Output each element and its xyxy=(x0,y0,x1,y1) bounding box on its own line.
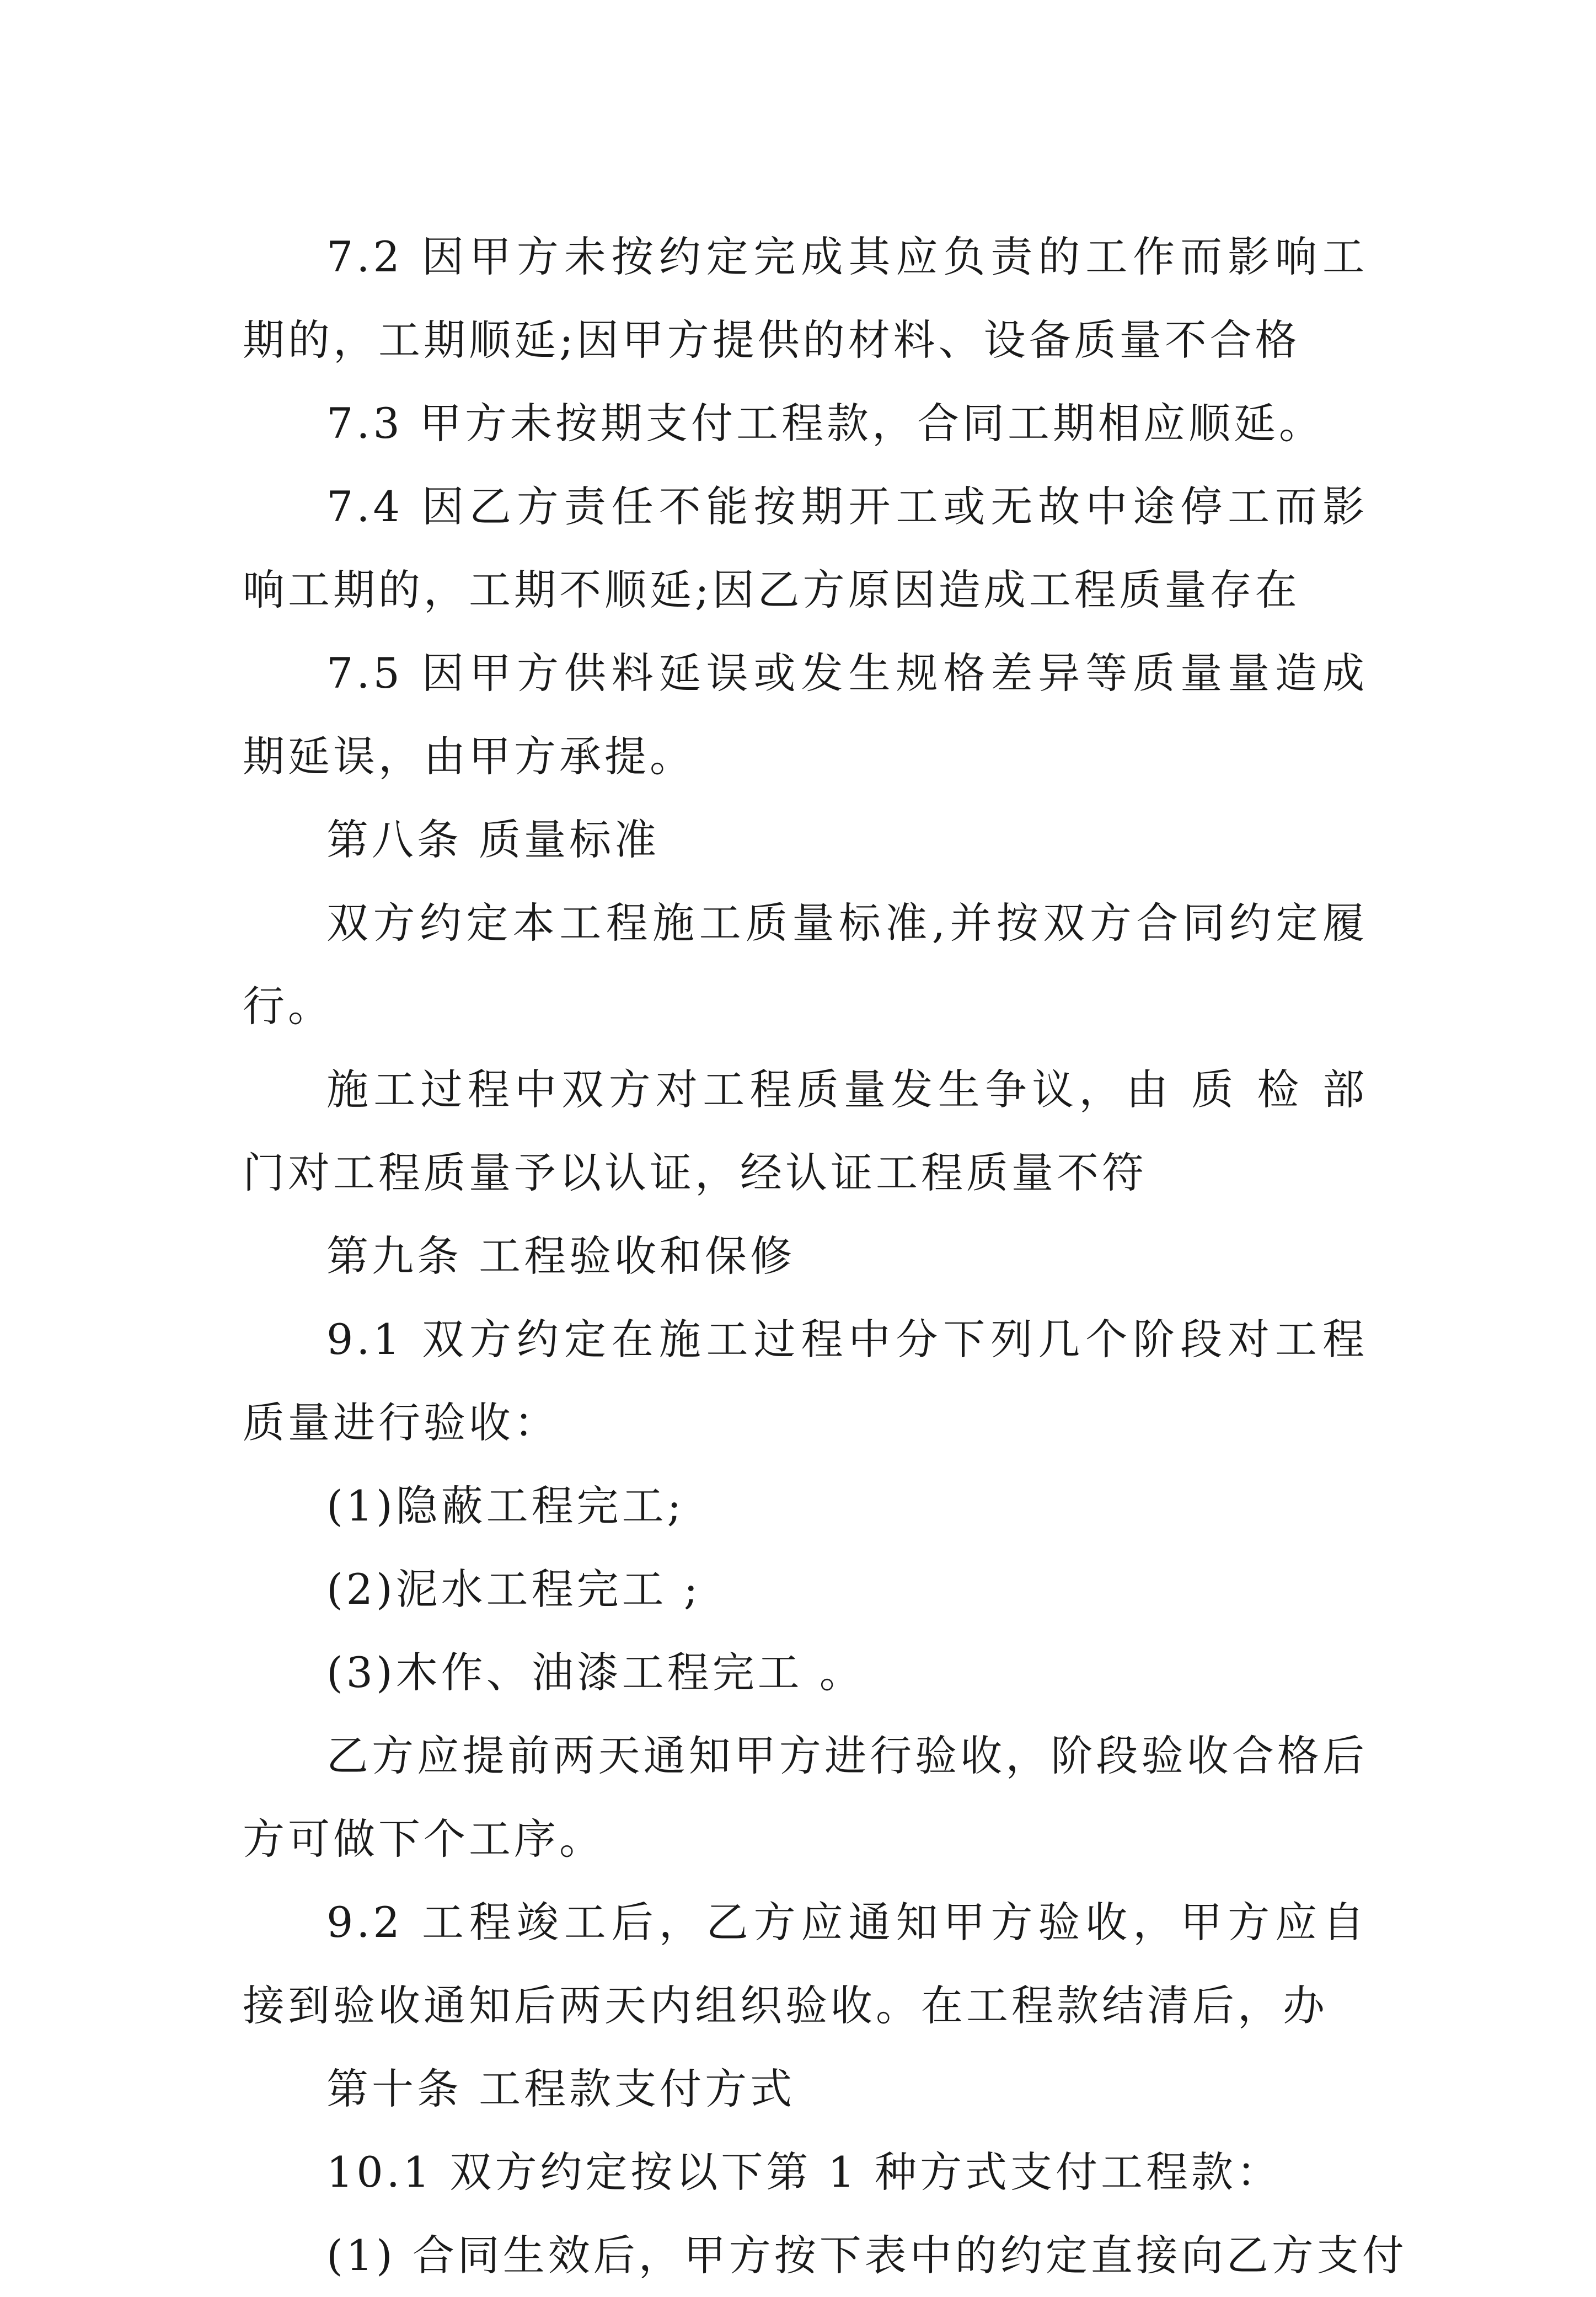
article-9-heading: 第九条 工程验收和保修 xyxy=(326,1232,796,1281)
document-body xyxy=(243,215,1407,2297)
article-10-heading: 第十条 工程款支付方式 xyxy=(326,2064,796,2113)
payment-method-1: (1) 合同生效后，甲方按下表中的约定直接向乙方支付 xyxy=(326,2231,1407,2280)
acceptance-notice-paragraph: 乙方应提前两天通知甲方进行验收，阶段验收合格后方可做下个工序。 xyxy=(243,1731,1368,1864)
acceptance-stage-3: (3)木作、油漆工程完工 。 xyxy=(326,1648,865,1697)
article-8-heading: 第八条 质量标准 xyxy=(326,815,660,864)
acceptance-stage-1: (1)隐蔽工程完工; xyxy=(326,1481,685,1530)
clause-10-1: 10.1 双方约定按以下第 1 种方式支付工程款： xyxy=(326,2148,1282,2197)
quality-standard-paragraph: 双方约定本工程施工质量标准,并按双方合同约定履行。 xyxy=(243,898,1368,1031)
clause-9-2: 9.2 工程竣工后，乙方应通知甲方验收，甲方应自接到验收通知后两天内组织验收。在工程款结清后，办 xyxy=(243,1898,1368,2030)
clause-7-4: 7.4 因乙方责任不能按期开工或无故中途停工而影响工期的，工期不顺延;因乙方原因造成工程质量存在 xyxy=(243,482,1368,614)
clause-7-5: 7.5 因甲方供料延误或发生规格差异等质量量造成期延误，由甲方承提。 xyxy=(243,649,1368,781)
acceptance-stage-2: (2)泥水工程完工 ; xyxy=(326,1565,701,1614)
clause-9-1: 9.1 双方约定在施工过程中分下列几个阶段对工程质量进行验收： xyxy=(243,1315,1368,1447)
quality-dispute-paragraph: 施工过程中双方对工程质量发生争议，由 质 检 部门对工程质量予以认证，经认证工程质量不符 xyxy=(243,1065,1368,1197)
clause-7-3: 7.3 甲方未按期支付工程款，合同工期相应顺延。 xyxy=(326,399,1325,448)
clause-7-2: 7.2 因甲方未按约定完成其应负责的工作而影响工期的，工期顺延;因甲方提供的材料、设备质量不合格 xyxy=(243,232,1368,365)
